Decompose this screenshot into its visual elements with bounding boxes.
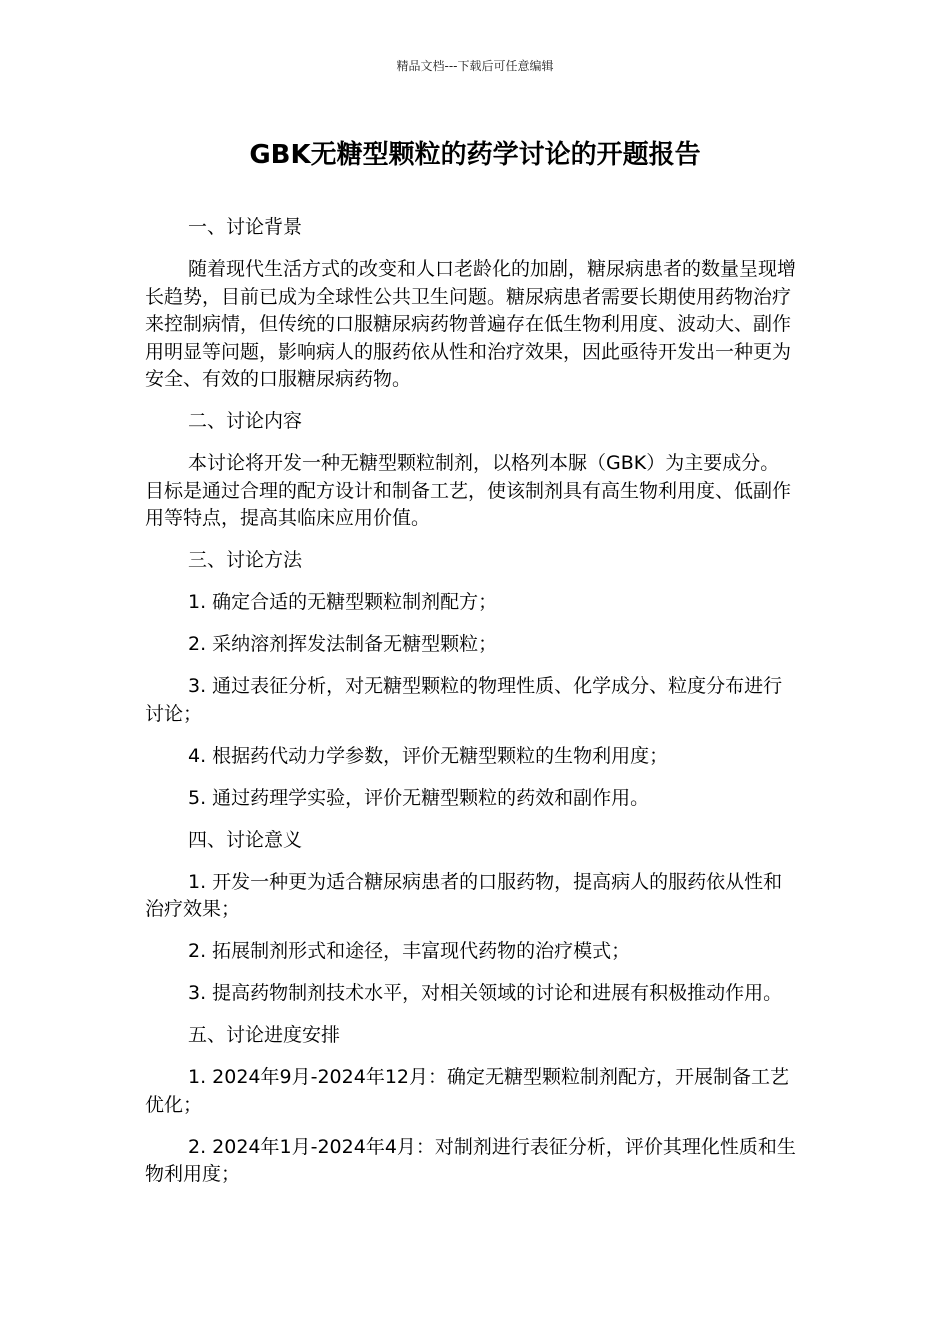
methods-item: 1. 确定合适的无糖型颗粒制剂配方； bbox=[188, 591, 498, 613]
section-heading-content: 二、讨论内容 bbox=[188, 410, 303, 432]
methods-item: 2. 采纳溶剂挥发法制备无糖型颗粒； bbox=[188, 633, 498, 655]
background-paragraph: 随着现代生活方式的改变和人口老龄化的加剧，糖尿病患者的数量呈现增长趋势，目前已成为全球性公共卫生问题。糖尿病患者需要长期使用药物治疗来控制病情，但传统的口服糖尿病药物普遍存在低生物利用度、波动大、副作用明显等问题，影响病人的服药依从性和治疗效果，因此亟待开发出一种更为安全、有效的口服糖尿病药物。 bbox=[145, 258, 797, 390]
significance-item: 3. 提高药物制剂技术水平，对相关领域的讨论和进展有积极推动作用。 bbox=[188, 982, 783, 1004]
section-heading-methods: 三、讨论方法 bbox=[188, 549, 303, 571]
section-heading-background: 一、讨论背景 bbox=[188, 216, 303, 238]
document-body bbox=[145, 214, 797, 1203]
schedule-item: 1. 2024年9月-2024年12月：确定无糖型颗粒制剂配方，开展制备工艺优化； bbox=[145, 1066, 789, 1116]
section-heading-significance: 四、讨论意义 bbox=[188, 828, 303, 851]
content-paragraph: 本讨论将开发一种无糖型颗粒制剂，以格列本脲（GBK）为主要成分。目标是通过合理的配方设计和制备工艺，使该制剂具有高生物利用度、低副作用等特点，提高其临床应用价值。 bbox=[145, 452, 792, 529]
schedule-item: 2. 2024年1月-2024年4月：对制剂进行表征分析，评价其理化性质和生物利用度； bbox=[145, 1135, 796, 1185]
methods-item: 5. 通过药理学实验，评价无糖型颗粒的药效和副作用。 bbox=[188, 786, 650, 809]
document-title: GBK无糖型颗粒的药学讨论的开题报告 bbox=[249, 140, 701, 170]
methods-item: 3. 通过表征分析，对无糖型颗粒的物理性质、化学成分、粒度分布进行讨论； bbox=[145, 675, 783, 725]
section-heading-schedule: 五、讨论进度安排 bbox=[188, 1024, 341, 1046]
methods-item: 4. 根据药代动力学参数，评价无糖型颗粒的生物利用度； bbox=[188, 744, 669, 767]
significance-item: 2. 拓展制剂形式和途径，丰富现代药物的治疗模式； bbox=[188, 940, 631, 962]
page-header: 精品文档---下载后可任意编辑 bbox=[396, 59, 554, 73]
significance-item: 1. 开发一种更为适合糖尿病患者的口服药物，提高病人的服药依从性和治疗效果； bbox=[145, 870, 783, 920]
